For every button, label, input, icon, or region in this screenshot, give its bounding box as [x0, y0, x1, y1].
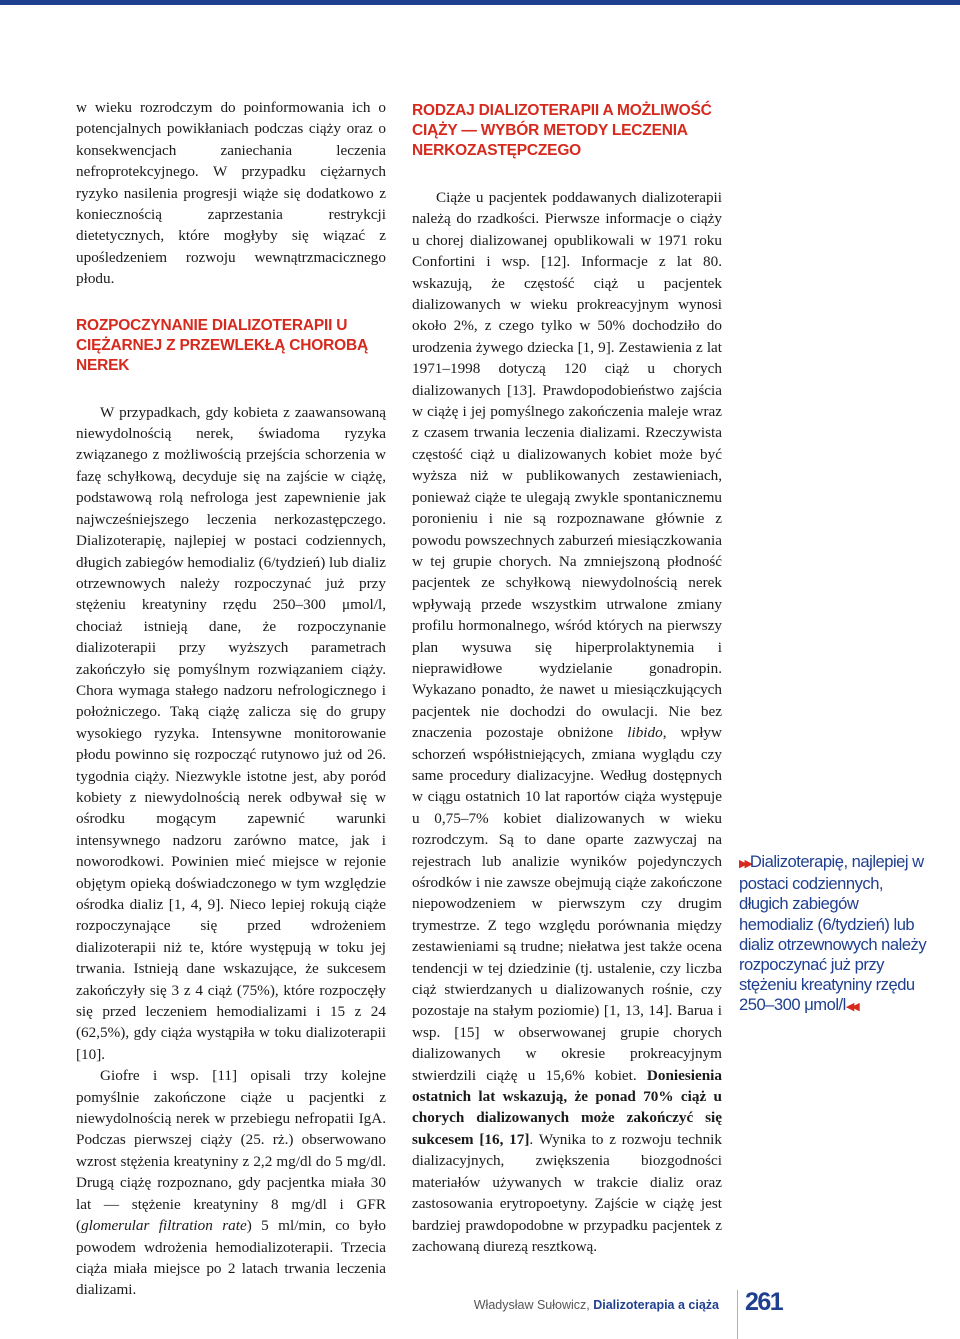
footer-divider	[737, 1290, 738, 1339]
pull-quote-text: Dializoterapię, najlepiej w postaci codziennych, długich zabiegów hemodializ (6/tydzień) lub dializ otrzewnowych należy rozpoczynać już przy stężeniu kreatyniny rzędu 250–300 μmol/l	[739, 852, 927, 1015]
pull-quote	[739, 852, 929, 1018]
paragraph-pregnancy-dialysis	[412, 187, 722, 1257]
triangles-left-icon: ◀◀	[845, 1001, 857, 1014]
left-column	[76, 97, 386, 1301]
bold-highlight: Doniesienia ostatnich lat wskazują, że ponad 70% ciąż u chorych dializowanych może zakończyć się sukcesem [16, 17]	[412, 1066, 722, 1148]
text-span: Giofre i wsp. [11] opisali trzy kolejne pomyślnie zakończone ciąże u pacjentki z niewydolnością nerek w przebiegu nefropatii IgA. Podczas pierwszej ciąży (25. rż.) obserwowano wzrost stężenia kreatyniny z 2,2 mg/dl do 5 mg/dl. Drugą ciążę rozpoznano, gdy pacjentka miała 30 lat — stężenie kreatyniny 8 mg/dl i GFR (	[76, 1067, 386, 1235]
right-column	[412, 101, 722, 1257]
footer-author: Władysław Sułowicz,	[473, 1298, 594, 1312]
footer-citation	[474, 1298, 719, 1312]
italic-term-libido: libido	[627, 724, 663, 742]
text-span: Ciąże u pacjentek poddawanych dializoterapii należą do rzadkości. Pierwsze informacje o ciąży u chorej dializowanej opublikowali w 1971 roku Confortini i wsp. [12]. Informacje z lat 80. wskazują, że częstość ciąż u pacjentek dializowanych w wieku prokreacyjnym wynosi około 2%, z czego tylko w 50% dochodziło do urodzenia żywego dziecka [1, 9]. Zestawienia z lat 1971–1998 dotyczą 120 ciąż u chorych dializowanych [13]. Prawdopodobieństwo zajścia w ciążę i jej pomyślnego zakończenia maleje wraz z czasem trwania leczenia dializami. Rzeczywista częstość ciąż u dializowanych kobiet może być wyższa niż w publikowanych zestawieniach, ponieważ ciąże te ulegają zwykle spontanicznemu poronieniu i nie są rozpoznawane głównie z powodu powszechnych zaburzeń miesiączkowania w tej grupie chorych. Na zmniejszoną płodność pacjentek ze schyłkową niewydolnością nerek wpływają przede wszystkim utrwalone zmiany profilu hormonalnego, wśród których na pierwszy plan wysuwa się hiperprolaktynemia i nieprawidłowe wydzielanie gonadropin. Wykazano ponadto, że nawet u miesiączkujących pacjentek nie dochodzi do owulacji. Nie bez znaczenia pozostaje obniżone	[412, 189, 722, 742]
section-heading-dialysis-start: ROZPOCZYNANIE DIALIZOTERAPII U CIĘŻARNEJ Z PRZEWLEKŁĄ CHOROBĄ NEREK	[76, 316, 368, 374]
italic-term-gfr: glomerular filtration rate	[81, 1217, 247, 1235]
top-color-bar	[0, 0, 960, 5]
paragraph-continued: w wieku rozrodczym do poinformowania ich o potencjalnych powikłaniach podczas ciąży oraz o konsekwencjach zaniechania leczenia nefroprotekcyjnego. W przypadku ciężarnych ryzyko nasilenia progresji wiąże się dodatkowo z koniecznością zaprzestania restrykcji dietetycznych, które mogłyby się wiązać z upośledzeniem rozwoju wewnątrzmacicznego płodu.	[76, 99, 386, 288]
paragraph-dialysis-start: W przypadkach, gdy kobieta z zaawansowaną niewydolnością nerek, świadoma ryzyka związanego z możliwością przejścia schorzenia w fazę schyłkową, decyduje się na zajście w ciążę, podstawową rolą nefrologa jest zapewnienie jak najwcześniejszego leczenia nerkozastępczego. Dializoterapię, najlepiej w postaci codziennych, długich zabiegów hemodializ (6/tydzień) lub dializ otrzewnowych należy rozpoczynać już przy stężeniu kreatyniny rzędu 250–300 μmol/l, chociaż istnieją dane, że rozpoczynanie dializoterapii przy wyższych parametrach zakończyło się pomyślnym rozwiązaniem ciąży. Chora wymaga stałego nadzoru nefrologicznego i położniczego. Taką ciążę zalicza się do grupy wysokiego ryzyka. Intensywne monitorowanie płodu powinno się rozpocząć rutynowo już od 26. tygodnia ciąży. Niezwykle istotne jest, aby poród kobiety z niewydolnością nerek odbywał się w ośrodku mogącym zapewnić warunki intensywnego nadzoru zarówno matce, jak i noworodkowi. Powinien mieć miejsce w rejonie objętym opieką doświadczonego w tym względzie ośrodka dializ [1, 4, 9]. Nieco lepiej rokują ciąże rozpoczynające się przed wdrożeniem dializoterapii niż te, które występują w toku jej trwania. Istnieją dane wskazujące, że sukcesem zakończyły się 3 z 4 ciąż (75%), które rozpoczęły się przed leczeniem hemodializami i 15 z 24 (62,5%), gdy ciąża wystąpiła w toku dializoterapii [10].	[76, 403, 386, 1063]
section-heading-dialysis-type: RODZAJ DIALIZOTERAPII A MOŻLIWOŚĆ CIĄŻY — WYBÓR METODY LECZENIA NERKOZASTĘPCZEGO	[412, 102, 712, 159]
footer-title: Dializoterapia a ciąża	[593, 1298, 719, 1312]
paragraph-giofre	[76, 1065, 386, 1300]
text-span: ) 5 ml/min, co było powodem wdrożenia hemodializoterapii. Trzecia ciąża miała miejsce po 2 latach trwania leczenia dializami.	[76, 1217, 386, 1299]
triangles-right-icon: ▶▶	[739, 858, 750, 870]
page-number: 261	[745, 1288, 783, 1316]
text-span: , wpływ schorzeń współistniejących, zmiana wyglądu czy same procedury dializacyjne. Według dostępnych w ciągu ostatnich 10 lat raportów ciąża występuje u 0,75–7% kobiet dializowanych w wieku rozrodczym. Są to dane oparte zazwyczaj na rejestrach lub analizie wyników pojedynczych ośrodków i nie zawsze obejmują ciąże zakończone niepowodzeniem w pierwszym czy drugim trymestrze. Z tego względu porównania między zestawieniami są trudne; niełatwa jest także ocena tendencji w tej dziedzinie (tj. ustalenie, czy liczba ciąż stwierdzanych u dializowanych rośnie, czy pozostaje na stałym poziomie) [1, 13, 14]. Barua i wsp. [15] w obserwowanej grupie chorych dializowanych w okresie prokreacyjnym stwierdzili ciążę u 15,6% kobiet.	[412, 724, 722, 1084]
text-span: . Wynika to z rozwoju technik dializacyjnych, zwiększenia biozgodności materiałów używanych w trakcie dializ oraz zastosowania erytropoetyny. Zajście w ciążę jest bardziej prawdopodobne w przypadku pacjentek z zachowaną diurezą resztkową.	[412, 1130, 722, 1255]
